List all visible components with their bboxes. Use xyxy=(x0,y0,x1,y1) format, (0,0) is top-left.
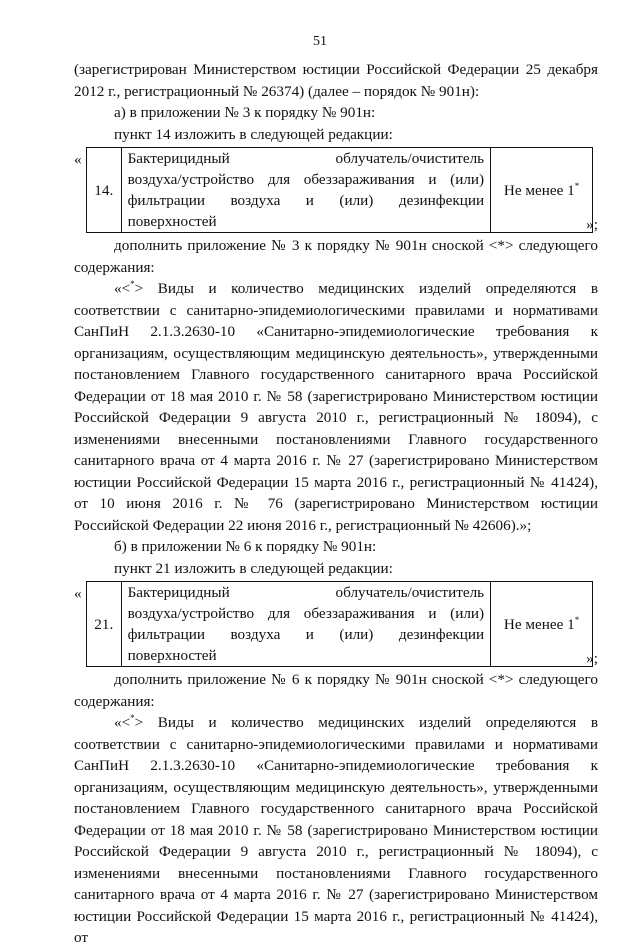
table-1-desc-line-4: поверхностей xyxy=(127,213,217,230)
table-2-value-text: Не менее 1 xyxy=(503,615,575,633)
table-1-value xyxy=(491,148,593,233)
document-body xyxy=(74,59,598,949)
table-1-value-mark: * xyxy=(574,180,580,191)
supplement-1: дополнить приложение № 3 к порядку № 901н сноской <*> следующего содержания: xyxy=(74,237,598,276)
intro-paragraph: (зарегистрирован Министерством юстиции Российской Федерации 25 декабря 2012 г., регистрационный № 26374) (далее – порядок № 901н): xyxy=(74,61,598,100)
table-2-wrapper xyxy=(74,581,598,669)
table-1-open-quote: « xyxy=(74,151,82,168)
footnote-1 xyxy=(74,278,598,536)
table-row xyxy=(87,148,593,233)
table-row xyxy=(87,582,593,667)
table-1 xyxy=(86,147,593,233)
table-2-number: 21. xyxy=(87,582,122,667)
table-2-description xyxy=(121,582,491,667)
footnote-1-text: > Виды и количество медицинских изделий определяются в соответствии с санитарно-эпидемиологическими правилами и нормативами СанПиН 2.1.3.2630-10 «Санитарно-эпидемиологические требования к организациям, осуществляющим медицинскую деятельность», утвержденными постановлением Главного государственного санитарного врача Российской Федерации от 18 мая 2010 г. № 58 (зарегистрировано Министерством юстиции Российской Федерации 9 августа 2010 г., регистрационный № 18094), с изменениями внесенными постановлениями Главного государственного санитарного врача от 4 марта 2016 г. № 27 (зарегистрировано Министерством юстиции Российской Федерации 15 марта 2016 г., регистрационный № 41424), от 10 июня 2016 г. № 76 (зарегистрировано Министерством юстиции Российской Федерации 22 июня 2016 г., регистрационный № 42606).»; xyxy=(74,280,598,534)
table-2-close-quote: »; xyxy=(586,649,598,667)
table-1-desc-line-2: воздуха/устройство для обеззараживания и (или) xyxy=(127,171,485,188)
table-2-desc-line-4: поверхностей xyxy=(127,647,217,664)
footnote-1-open: «< xyxy=(114,280,131,297)
table-2-value xyxy=(491,582,593,667)
table-2-desc-line-3: фильтрации воздуха и (или) дезинфекции xyxy=(127,626,485,643)
table-2 xyxy=(86,581,593,667)
table-2-desc-line-1: Бактерицидный облучатель/очиститель xyxy=(127,584,485,601)
footnote-1-mark: * xyxy=(130,278,135,289)
table-1-value-text: Не менее 1 xyxy=(503,181,575,199)
item-b-point: пункт 21 изложить в следующей редакции: xyxy=(114,559,393,577)
footnote-2-mark: * xyxy=(130,712,135,723)
footnote-2 xyxy=(74,712,598,949)
table-2-value-mark: * xyxy=(574,614,580,625)
table-1-wrapper xyxy=(74,147,598,235)
table-1-close-quote: »; xyxy=(586,215,598,233)
item-b: б) в приложении № 6 к порядку № 901н: xyxy=(114,538,377,555)
table-1-desc-line-1: Бактерицидный облучатель/очиститель xyxy=(127,150,485,167)
item-a-point: пункт 14 изложить в следующей редакции: xyxy=(114,125,393,143)
table-1-desc-line-3: фильтрации воздуха и (или) дезинфекции xyxy=(127,192,485,209)
page-number: 51 xyxy=(313,34,327,49)
footnote-2-text: > Виды и количество медицинских изделий определяются в соответствии с санитарно-эпидемиологическими правилами и нормативами СанПиН 2.1.3.2630-10 «Санитарно-эпидемиологические требования к организациям, осуществляющим медицинскую деятельность», утвержденными постановлением Главного государственного санитарного врача Российской Федерации от 18 мая 2010 г. № 58 (зарегистрировано Министерством юстиции Российской Федерации 9 августа 2010 г., регистрационный № 18094), с изменениями внесенными постановлениями Главного государственного санитарного врача от 4 марта 2016 г. № 27 (зарегистрировано Министерством юстиции Российской Федерации 15 марта 2016 г., регистрационный № 41424), от xyxy=(74,714,598,946)
table-2-desc-line-2: воздуха/устройство для обеззараживания и (или) xyxy=(127,605,485,622)
table-2-open-quote: « xyxy=(74,585,82,602)
table-1-number: 14. xyxy=(87,148,122,233)
footnote-2-open: «< xyxy=(114,714,131,731)
table-1-description xyxy=(121,148,491,233)
item-a: а) в приложении № 3 к порядку № 901н: xyxy=(114,104,376,121)
supplement-2: дополнить приложение № 6 к порядку № 901н сноской <*> следующего содержания: xyxy=(74,671,598,710)
